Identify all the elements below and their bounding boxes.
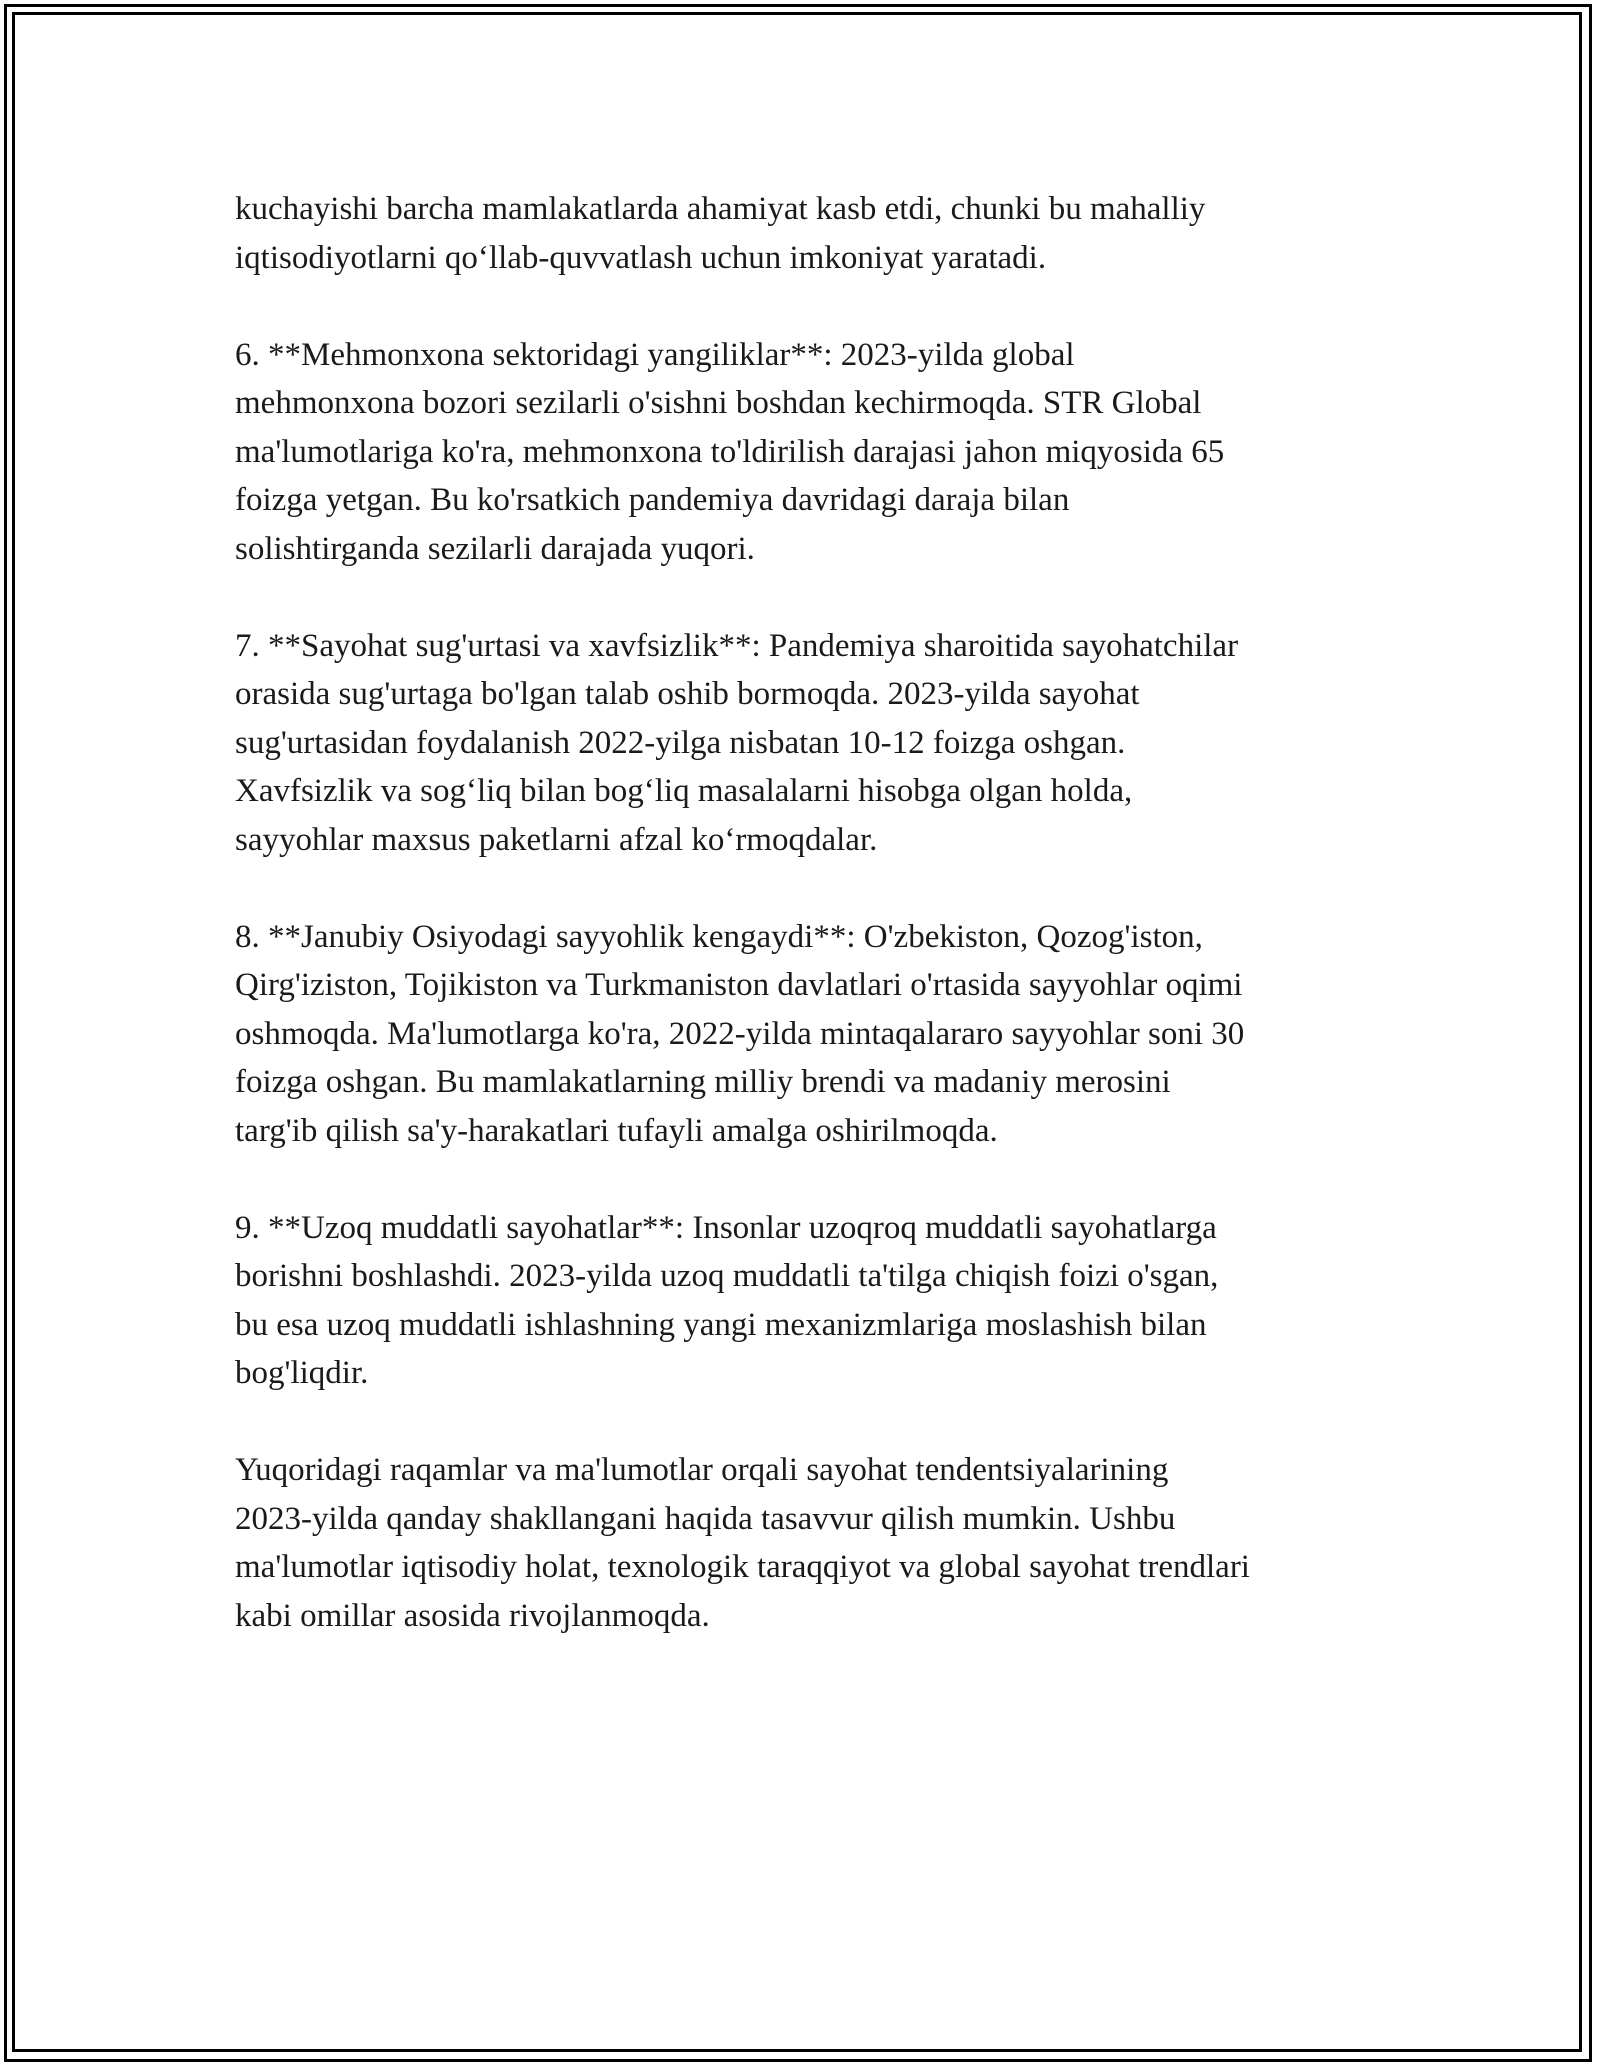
text-line: kabi omillar asosida rivojlanmoqda. [235, 1597, 710, 1634]
text-line: 7. **Sayohat sug'urtasi va xavfsizlik**: Pandemiya sharoitida sayohatchilar [235, 627, 1239, 664]
text-line: 9. **Uzoq muddatli sayohatlar**: Insonlar uzoqroq muddatli sayohatlarga [235, 1209, 1217, 1246]
paragraph-long-term-travel [235, 1204, 1395, 1398]
text-line: 2023-yilda qanday shakllangani haqida tasavvur qilish mumkin. Ushbu [235, 1500, 1176, 1537]
text-line: Qirg'iziston, Tojikiston va Turkmaniston davlatlari o'rtasida sayyohlar oqimi [235, 967, 1243, 1003]
text-line: 6. **Mehmonxona sektoridagi yangiliklar**: 2023-yilda global [235, 336, 1075, 373]
text-line: ma'lumotlar iqtisodiy holat, texnologik taraqqiyot va global sayohat trendlari [235, 1549, 1250, 1585]
text-line: ma'lumotlariga ko'ra, mehmonxona to'ldirilish darajasi jahon miqyosida 65 [235, 433, 1225, 470]
text-line: 8. **Janubiy Osiyodagi sayyohlik kengaydi**: O'zbekiston, Qozog'iston, [235, 918, 1203, 955]
text-line: mehmonxona bozori sezilarli o'sishni boshdan kechirmoqda. STR Global [235, 385, 1202, 421]
text-line: borishni boshlashdi. 2023-yilda uzoq muddatli ta'tilga chiqish foizi o'sgan, [235, 1258, 1219, 1294]
paragraph-hotel-sector [235, 331, 1395, 574]
paragraph-conclusion [235, 1446, 1395, 1640]
paragraph-intro-continuation [235, 185, 1395, 282]
text-line: sayyohlar maxsus paketlarni afzal ko‘rmoqdalar. [235, 821, 878, 858]
text-line: kuchayishi barcha mamlakatlarda ahamiyat kasb etdi, chunki bu mahalliy [235, 191, 1206, 227]
text-line: sug'urtasidan foydalanish 2022-yilga nisbatan 10-12 foizga oshgan. [235, 724, 1126, 761]
text-line: foizga yetgan. Bu ko'rsatkich pandemiya davridagi daraja bilan [235, 482, 1070, 518]
text-line: targ'ib qilish sa'y-harakatlari tufayli amalga oshirilmoqda. [235, 1112, 998, 1149]
text-line: foizga oshgan. Bu mamlakatlarning milliy brendi va madaniy merosini [235, 1064, 1171, 1100]
paragraph-south-asia-tourism [235, 913, 1395, 1156]
text-line: orasida sug'urtaga bo'lgan talab oshib bormoqda. 2023-yilda sayohat [235, 676, 1140, 712]
text-line: bu esa uzoq muddatli ishlashning yangi mexanizmlariga moslashish bilan [235, 1306, 1207, 1343]
document-body [235, 185, 1395, 1689]
text-line: bog'liqdir. [235, 1355, 369, 1391]
text-line: oshmoqda. Ma'lumotlarga ko'ra, 2022-yilda mintaqalararo sayyohlar soni 30 [235, 1015, 1245, 1052]
text-line: solishtirganda sezilarli darajada yuqori. [235, 530, 755, 567]
text-line: Yuqoridagi raqamlar va ma'lumotlar orqali sayohat tendentsiyalarining [235, 1452, 1169, 1488]
text-line: Xavfsizlik va sog‘liq bilan bog‘liq masalalarni hisobga olgan holda, [235, 773, 1133, 809]
text-line: iqtisodiyotlarni qo‘llab-quvvatlash uchun imkoniyat yaratadi. [235, 239, 1047, 276]
paragraph-travel-insurance [235, 622, 1395, 865]
